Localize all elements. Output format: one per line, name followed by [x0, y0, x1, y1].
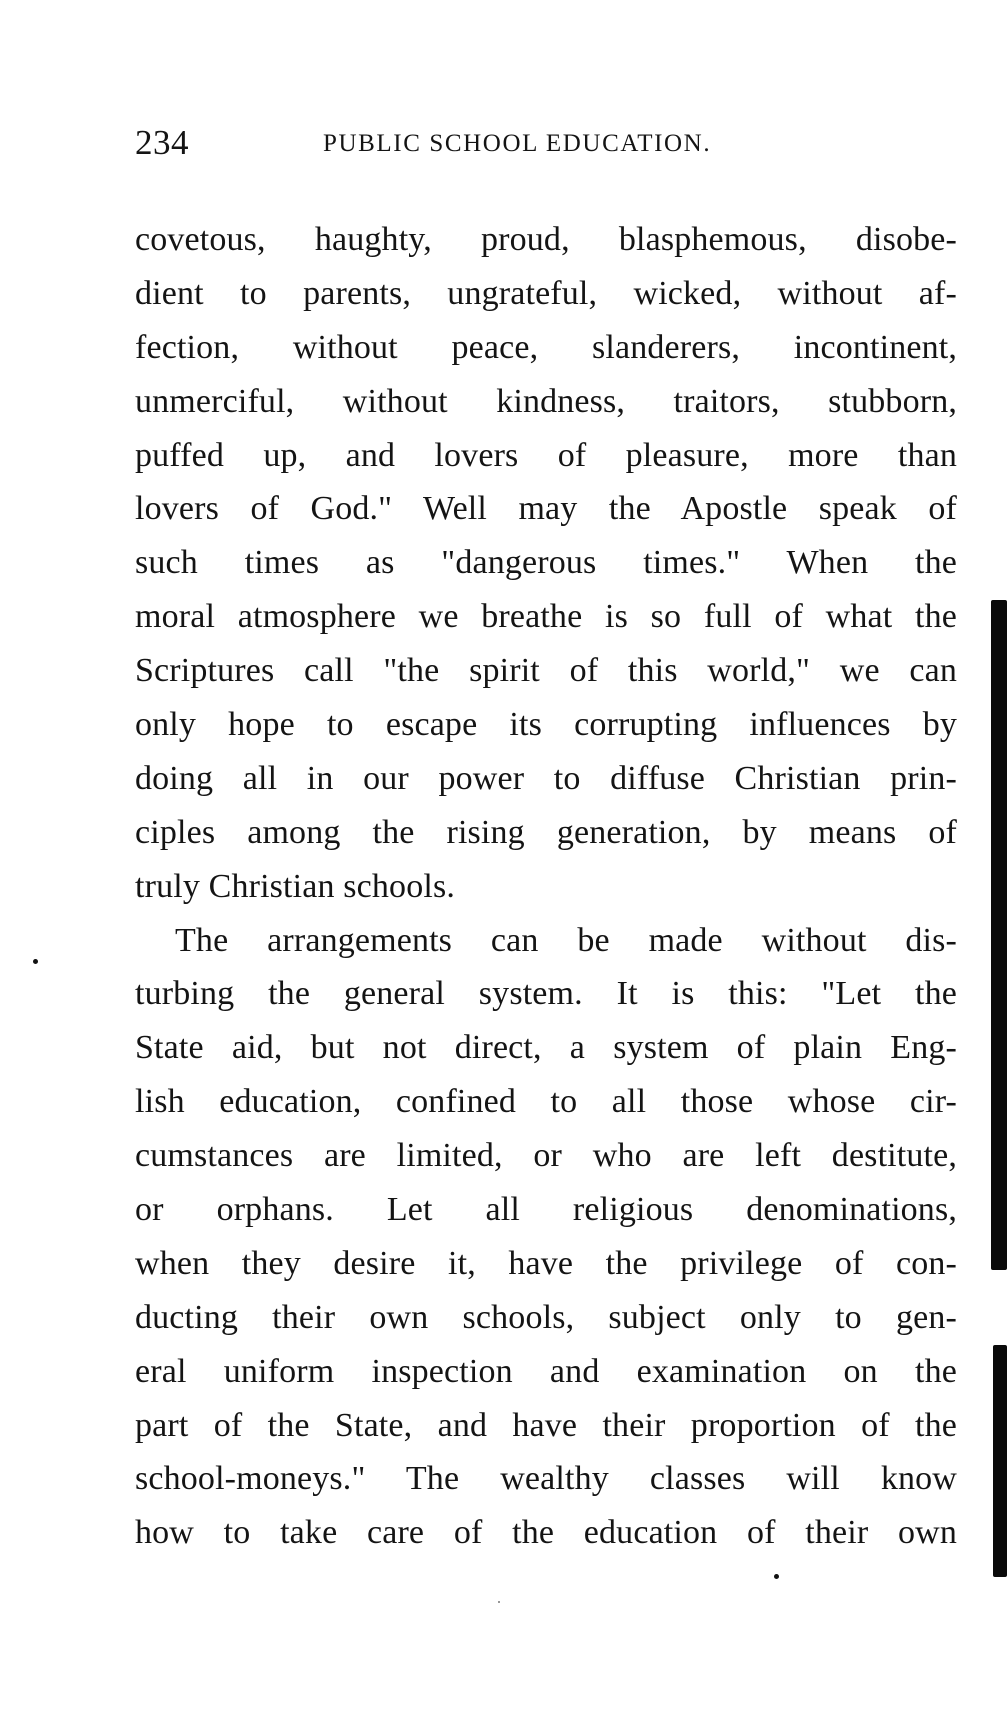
scan-speck	[498, 1601, 500, 1603]
scan-speck	[33, 959, 38, 964]
text-line: lish education, confined to all those whose cir-	[135, 1083, 957, 1121]
scan-edge-shadow	[991, 600, 1007, 1270]
text-line: fection, without peace, slanderers, incontinent,	[135, 328, 957, 366]
paragraph-2	[135, 914, 957, 1561]
text-line: ciples among the rising generation, by means of	[135, 813, 957, 851]
text-line: dient to parents, ungrateful, wicked, without af-	[135, 274, 957, 312]
text-line: or orphans. Let all religious denominations,	[135, 1191, 957, 1229]
text-line: part of the State, and have their proportion of the	[135, 1406, 957, 1444]
text-line: such times as "dangerous times." When the	[135, 544, 957, 582]
running-title: PUBLIC SCHOOL EDUCATION.	[323, 130, 712, 157]
text-line: puffed up, and lovers of pleasure, more than	[135, 436, 957, 474]
text-line: lovers of God." Well may the Apostle speak of	[135, 490, 957, 528]
text-line: school-moneys." The wealthy classes will know	[135, 1460, 957, 1498]
text-line: State aid, but not direct, a system of plain Eng-	[135, 1029, 957, 1067]
text-line: when they desire it, have the privilege of con-	[135, 1244, 957, 1282]
text-line: covetous, haughty, proud, blasphemous, disobe-	[135, 221, 957, 258]
text-line: ducting their own schools, subject only to gen-	[135, 1298, 957, 1336]
body-text	[135, 213, 957, 1560]
text-line: turbing the general system. It is this: "Let the	[135, 975, 957, 1013]
text-line: only hope to escape its corrupting influences by	[135, 706, 957, 744]
paragraph-1	[135, 213, 957, 914]
text-line: how to take care of the education of their own	[135, 1514, 957, 1552]
text-line: cumstances are limited, or who are left destitute,	[135, 1137, 957, 1175]
text-line: moral atmosphere we breathe is so full of what the	[135, 598, 957, 636]
scan-edge-shadow	[993, 1345, 1007, 1577]
scan-speck	[774, 1574, 779, 1579]
text-line: unmerciful, without kindness, traitors, stubborn,	[135, 382, 957, 420]
text-line: eral uniform inspection and examination on the	[135, 1352, 957, 1390]
text-line: The arrangements can be made without dis-	[175, 921, 957, 959]
text-line: truly Christian schools.	[135, 867, 455, 905]
text-line: doing all in our power to diffuse Christian prin-	[135, 759, 957, 797]
page-number: 234	[135, 123, 189, 162]
running-head	[135, 118, 955, 168]
text-line: Scriptures call "the spirit of this world," we can	[135, 652, 957, 690]
